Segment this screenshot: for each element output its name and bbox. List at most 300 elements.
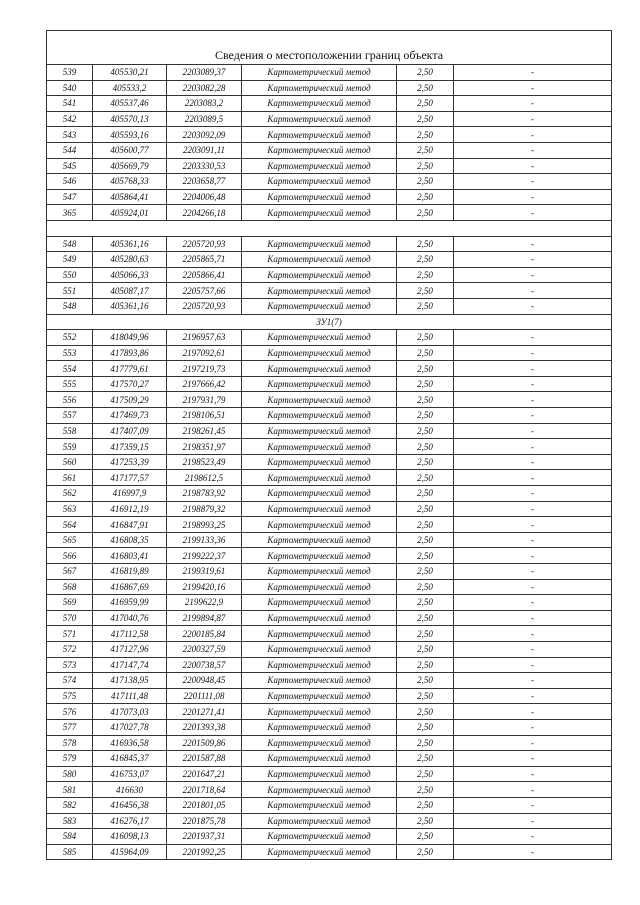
cell-method: Картометрический метод [242,595,397,611]
cell-x-coordinate: 417177,57 [93,470,167,486]
cell-method: Картометрический метод [242,345,397,361]
cell-description: - [454,174,612,190]
table-row [47,361,612,377]
cell-description: - [454,392,612,408]
cell-point-number: 576 [47,704,93,720]
table-row [47,719,612,735]
cell-method: Картометрический метод [242,174,397,190]
cell-point-number: 550 [47,267,93,283]
cell-point-number: 539 [47,65,93,81]
cell-y-coordinate: 2205720,93 [167,298,242,314]
cell-point-number: 559 [47,439,93,455]
cell-accuracy: 2,50 [397,704,454,720]
cell-x-coordinate: 415964,09 [93,844,167,860]
cell-point-number: 568 [47,579,93,595]
cell-y-coordinate: 2201271,41 [167,704,242,720]
cell-x-coordinate: 416912,19 [93,501,167,517]
cell-y-coordinate: 2197666,42 [167,376,242,392]
cell-description: - [454,782,612,798]
cell-accuracy: 2,50 [397,65,454,81]
cell-y-coordinate: 2201509,86 [167,735,242,751]
cell-y-coordinate: 2197931,79 [167,392,242,408]
cell-x-coordinate: 405669,79 [93,158,167,174]
cell-x-coordinate: 417407,09 [93,423,167,439]
cell-method: Картометрический метод [242,205,397,221]
cell-point-number: 561 [47,470,93,486]
cell-accuracy: 2,50 [397,844,454,860]
cell-y-coordinate: 2198351,97 [167,439,242,455]
cell-y-coordinate: 2198261,45 [167,423,242,439]
cell-description: - [454,813,612,829]
cell-description: - [454,330,612,346]
cell-point-number: 556 [47,392,93,408]
cell-method: Картометрический метод [242,236,397,252]
cell-x-coordinate: 416845,37 [93,751,167,767]
cell-y-coordinate: 2199894,87 [167,610,242,626]
cell-y-coordinate: 2205720,93 [167,236,242,252]
title-row [47,31,612,65]
table-row [47,610,612,626]
cell-point-number: 557 [47,408,93,424]
table-row [47,345,612,361]
table-row [47,782,612,798]
cell-accuracy: 2,50 [397,392,454,408]
cell-description: - [454,205,612,221]
cell-y-coordinate: 2204006,48 [167,189,242,205]
cell-accuracy: 2,50 [397,252,454,268]
cell-description: - [454,298,612,314]
cell-method: Картометрический метод [242,252,397,268]
table-row [47,673,612,689]
table-row [47,486,612,502]
cell-y-coordinate: 2199222,37 [167,548,242,564]
cell-description: - [454,797,612,813]
cell-x-coordinate: 416997,9 [93,486,167,502]
cell-accuracy: 2,50 [397,610,454,626]
table-row [47,111,612,127]
cell-x-coordinate: 417027,78 [93,719,167,735]
boundary-table [46,30,612,860]
table-row [47,236,612,252]
cell-accuracy: 2,50 [397,564,454,580]
cell-x-coordinate: 416630 [93,782,167,798]
cell-accuracy: 2,50 [397,236,454,252]
cell-method: Картометрический метод [242,657,397,673]
cell-description: - [454,595,612,611]
cell-y-coordinate: 2198612,5 [167,470,242,486]
cell-accuracy: 2,50 [397,579,454,595]
cell-y-coordinate: 2201718,64 [167,782,242,798]
cell-method: Картометрический метод [242,517,397,533]
cell-point-number: 545 [47,158,93,174]
table-row [47,65,612,81]
cell-method: Картометрический метод [242,111,397,127]
cell-y-coordinate: 2197092,61 [167,345,242,361]
cell-description: - [454,283,612,299]
cell-point-number: 581 [47,782,93,798]
cell-y-coordinate: 2203082,28 [167,80,242,96]
cell-description: - [454,80,612,96]
cell-accuracy: 2,50 [397,298,454,314]
cell-y-coordinate: 2201111,08 [167,688,242,704]
cell-description: - [454,376,612,392]
cell-method: Картометрический метод [242,189,397,205]
table-row [47,766,612,782]
cell-y-coordinate: 2198993,25 [167,517,242,533]
cell-description: - [454,564,612,580]
cell-x-coordinate: 416808,35 [93,532,167,548]
cell-point-number: 562 [47,486,93,502]
cell-y-coordinate: 2196957,63 [167,330,242,346]
table-row [47,408,612,424]
cell-point-number: 582 [47,797,93,813]
cell-point-number: 549 [47,252,93,268]
cell-method: Картометрический метод [242,486,397,502]
cell-x-coordinate: 405530,21 [93,65,167,81]
cell-point-number: 566 [47,548,93,564]
cell-method: Картометрический метод [242,267,397,283]
cell-method: Картометрический метод [242,298,397,314]
cell-accuracy: 2,50 [397,766,454,782]
cell-point-number: 567 [47,564,93,580]
cell-y-coordinate: 2203330,53 [167,158,242,174]
cell-method: Картометрический метод [242,439,397,455]
cell-accuracy: 2,50 [397,267,454,283]
cell-point-number: 553 [47,345,93,361]
cell-y-coordinate: 2201992,25 [167,844,242,860]
cell-point-number: 584 [47,829,93,845]
cell-y-coordinate: 2200738,57 [167,657,242,673]
cell-method: Картометрический метод [242,704,397,720]
cell-description: - [454,267,612,283]
table-row [47,80,612,96]
cell-y-coordinate: 2203089,5 [167,111,242,127]
cell-method: Картометрический метод [242,80,397,96]
cell-point-number: 552 [47,330,93,346]
cell-x-coordinate: 417138,95 [93,673,167,689]
cell-accuracy: 2,50 [397,470,454,486]
cell-accuracy: 2,50 [397,719,454,735]
table-row [47,423,612,439]
cell-point-number: 548 [47,298,93,314]
cell-x-coordinate: 417147,74 [93,657,167,673]
cell-method: Картометрический метод [242,829,397,845]
cell-x-coordinate: 405361,16 [93,298,167,314]
cell-x-coordinate: 416819,89 [93,564,167,580]
cell-point-number: 551 [47,283,93,299]
cell-accuracy: 2,50 [397,174,454,190]
cell-description: - [454,439,612,455]
cell-x-coordinate: 405537,46 [93,96,167,112]
cell-y-coordinate: 2203083,2 [167,96,242,112]
cell-x-coordinate: 405087,17 [93,283,167,299]
cell-point-number: 563 [47,501,93,517]
section-group-label: ЗУ1(7) [47,314,612,330]
cell-description: - [454,688,612,704]
cell-point-number: 365 [47,205,93,221]
cell-description: - [454,548,612,564]
cell-accuracy: 2,50 [397,205,454,221]
cell-y-coordinate: 2201647,21 [167,766,242,782]
cell-method: Картометрический метод [242,65,397,81]
cell-accuracy: 2,50 [397,688,454,704]
cell-point-number: 580 [47,766,93,782]
table-row [47,142,612,158]
cell-description: - [454,486,612,502]
cell-description: - [454,751,612,767]
cell-method: Картометрический метод [242,158,397,174]
cell-point-number: 585 [47,844,93,860]
cell-point-number: 560 [47,454,93,470]
table-row [47,189,612,205]
cell-point-number: 558 [47,423,93,439]
section-separator-row [47,220,612,236]
table-row [47,517,612,533]
cell-accuracy: 2,50 [397,158,454,174]
cell-description: - [454,532,612,548]
cell-y-coordinate: 2203089,37 [167,65,242,81]
cell-method: Картометрический метод [242,532,397,548]
table-row [47,158,612,174]
cell-description: - [454,96,612,112]
table-row [47,797,612,813]
cell-description: - [454,423,612,439]
table-row [47,595,612,611]
cell-method: Картометрический метод [242,392,397,408]
cell-accuracy: 2,50 [397,127,454,143]
table-row [47,330,612,346]
cell-x-coordinate: 416936,58 [93,735,167,751]
cell-accuracy: 2,50 [397,735,454,751]
section-separator-row [47,314,612,330]
cell-y-coordinate: 2201937,31 [167,829,242,845]
cell-accuracy: 2,50 [397,641,454,657]
table-row [47,626,612,642]
cell-description: - [454,361,612,377]
cell-point-number: 555 [47,376,93,392]
cell-method: Картометрический метод [242,548,397,564]
cell-method: Картометрический метод [242,751,397,767]
cell-point-number: 541 [47,96,93,112]
cell-method: Картометрический метод [242,610,397,626]
cell-description: - [454,610,612,626]
cell-accuracy: 2,50 [397,595,454,611]
cell-method: Картометрический метод [242,813,397,829]
cell-accuracy: 2,50 [397,142,454,158]
cell-method: Картометрический метод [242,408,397,424]
section-separator [47,220,612,236]
table-row [47,579,612,595]
cell-method: Картометрический метод [242,688,397,704]
cell-x-coordinate: 417509,29 [93,392,167,408]
cell-x-coordinate: 416276,17 [93,813,167,829]
cell-x-coordinate: 417111,48 [93,688,167,704]
page-title: Сведения о местоположении границ объекта [47,31,612,65]
cell-point-number: 583 [47,813,93,829]
cell-x-coordinate: 416753,07 [93,766,167,782]
cell-method: Картометрический метод [242,283,397,299]
cell-description: - [454,704,612,720]
cell-description: - [454,641,612,657]
cell-point-number: 569 [47,595,93,611]
cell-method: Картометрический метод [242,361,397,377]
boundary-table-body [47,31,612,860]
cell-x-coordinate: 405570,13 [93,111,167,127]
cell-y-coordinate: 2205757,66 [167,283,242,299]
cell-y-coordinate: 2205865,71 [167,252,242,268]
cell-y-coordinate: 2203092,09 [167,127,242,143]
cell-x-coordinate: 416098,13 [93,829,167,845]
cell-description: - [454,673,612,689]
table-row [47,174,612,190]
cell-x-coordinate: 405533,2 [93,80,167,96]
cell-accuracy: 2,50 [397,532,454,548]
cell-x-coordinate: 417040,76 [93,610,167,626]
cell-description: - [454,470,612,486]
cell-y-coordinate: 2205866,41 [167,267,242,283]
cell-y-coordinate: 2199420,16 [167,579,242,595]
cell-x-coordinate: 417127,96 [93,641,167,657]
cell-x-coordinate: 418049,96 [93,330,167,346]
cell-method: Картометрический метод [242,454,397,470]
cell-description: - [454,127,612,143]
cell-x-coordinate: 417570,27 [93,376,167,392]
cell-x-coordinate: 405280,63 [93,252,167,268]
cell-method: Картометрический метод [242,641,397,657]
cell-accuracy: 2,50 [397,751,454,767]
table-row [47,298,612,314]
cell-description: - [454,236,612,252]
cell-method: Картометрический метод [242,470,397,486]
cell-point-number: 548 [47,236,93,252]
cell-point-number: 554 [47,361,93,377]
cell-method: Картометрический метод [242,797,397,813]
cell-x-coordinate: 416959,99 [93,595,167,611]
table-row [47,267,612,283]
cell-accuracy: 2,50 [397,782,454,798]
cell-accuracy: 2,50 [397,376,454,392]
cell-point-number: 543 [47,127,93,143]
cell-x-coordinate: 417253,39 [93,454,167,470]
cell-point-number: 547 [47,189,93,205]
cell-point-number: 572 [47,641,93,657]
cell-y-coordinate: 2200185,84 [167,626,242,642]
cell-x-coordinate: 405768,33 [93,174,167,190]
cell-method: Картометрический метод [242,423,397,439]
table-row [47,844,612,860]
cell-x-coordinate: 405600,77 [93,142,167,158]
table-row [47,657,612,673]
cell-accuracy: 2,50 [397,439,454,455]
cell-accuracy: 2,50 [397,797,454,813]
cell-point-number: 546 [47,174,93,190]
cell-accuracy: 2,50 [397,657,454,673]
cell-method: Картометрический метод [242,735,397,751]
cell-description: - [454,65,612,81]
cell-method: Картометрический метод [242,626,397,642]
cell-method: Картометрический метод [242,579,397,595]
cell-y-coordinate: 2199133,36 [167,532,242,548]
cell-x-coordinate: 405361,16 [93,236,167,252]
cell-y-coordinate: 2199319,61 [167,564,242,580]
table-row [47,735,612,751]
cell-accuracy: 2,50 [397,111,454,127]
cell-method: Картометрический метод [242,127,397,143]
cell-x-coordinate: 405864,41 [93,189,167,205]
table-row [47,704,612,720]
cell-y-coordinate: 2198783,92 [167,486,242,502]
cell-method: Картометрический метод [242,673,397,689]
cell-description: - [454,766,612,782]
table-row [47,564,612,580]
cell-x-coordinate: 417893,86 [93,345,167,361]
cell-description: - [454,626,612,642]
table-row [47,470,612,486]
table-row [47,392,612,408]
table-row [47,283,612,299]
table-row [47,454,612,470]
cell-accuracy: 2,50 [397,501,454,517]
cell-x-coordinate: 417112,58 [93,626,167,642]
cell-accuracy: 2,50 [397,486,454,502]
cell-method: Картометрический метод [242,96,397,112]
cell-y-coordinate: 2198879,32 [167,501,242,517]
table-row [47,641,612,657]
table-row [47,532,612,548]
cell-x-coordinate: 416456,38 [93,797,167,813]
cell-accuracy: 2,50 [397,345,454,361]
cell-description: - [454,158,612,174]
cell-description: - [454,735,612,751]
cell-description: - [454,719,612,735]
cell-x-coordinate: 417073,03 [93,704,167,720]
cell-point-number: 577 [47,719,93,735]
cell-point-number: 574 [47,673,93,689]
cell-accuracy: 2,50 [397,283,454,299]
cell-y-coordinate: 2203091,11 [167,142,242,158]
cell-point-number: 571 [47,626,93,642]
cell-accuracy: 2,50 [397,626,454,642]
cell-point-number: 565 [47,532,93,548]
cell-method: Картометрический метод [242,719,397,735]
cell-point-number: 542 [47,111,93,127]
cell-description: - [454,454,612,470]
cell-accuracy: 2,50 [397,673,454,689]
cell-y-coordinate: 2201801,05 [167,797,242,813]
table-row [47,127,612,143]
table-row [47,501,612,517]
cell-point-number: 564 [47,517,93,533]
cell-description: - [454,657,612,673]
cell-method: Картометрический метод [242,376,397,392]
cell-accuracy: 2,50 [397,813,454,829]
cell-accuracy: 2,50 [397,330,454,346]
cell-y-coordinate: 2204266,18 [167,205,242,221]
cell-x-coordinate: 417469,73 [93,408,167,424]
cell-description: - [454,142,612,158]
cell-accuracy: 2,50 [397,423,454,439]
cell-accuracy: 2,50 [397,548,454,564]
cell-point-number: 570 [47,610,93,626]
cell-point-number: 540 [47,80,93,96]
table-row [47,829,612,845]
cell-description: - [454,111,612,127]
cell-description: - [454,579,612,595]
cell-method: Картометрический метод [242,564,397,580]
table-row [47,439,612,455]
cell-description: - [454,501,612,517]
cell-y-coordinate: 2199622,9 [167,595,242,611]
